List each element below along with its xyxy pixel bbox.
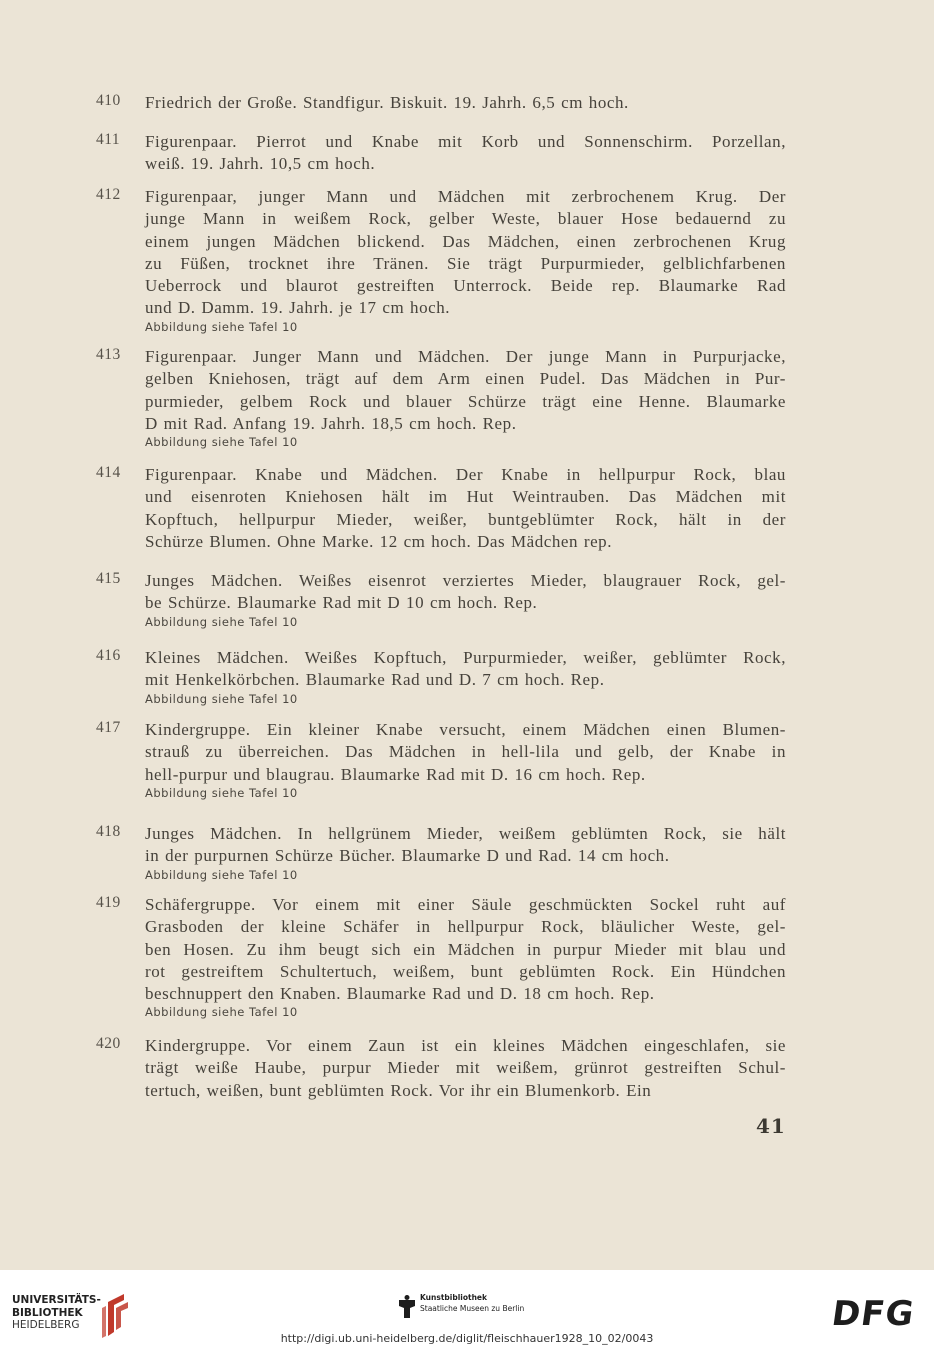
entry-line: Grasboden der kleine Schäfer in hellpurpur Rock, bläulicher Weste, gel- <box>145 917 786 937</box>
entry-line: Figurenpaar. Junger Mann und Mädchen. Der junge Mann in Purpurjacke, <box>145 347 786 366</box>
entry-line: Junges Mädchen. In hellgrünem Mieder, weißem geblümten Rock, sie hält <box>145 824 786 843</box>
plate-reference: Abbildung siehe Tafel 10 <box>145 785 298 800</box>
catalog-entry <box>96 570 786 630</box>
catalog-entry <box>96 823 786 883</box>
ub-line-2: BIBLIOTHEK <box>12 1306 83 1319</box>
entry-number: 419 <box>96 894 121 911</box>
catalog-entry <box>96 186 786 335</box>
ub-heidelberg-wordmark <box>12 1294 101 1332</box>
entry-description <box>145 346 786 435</box>
ub-line-1: UNIVERSITÄTS- <box>12 1294 101 1306</box>
entry-line: be Schürze. Blaumarke Rad mit D 10 cm hoch. Rep. <box>145 593 538 613</box>
entry-description <box>145 647 786 692</box>
entry-line: Figurenpaar, junger Mann und Mädchen mit zerbrochenem Krug. Der <box>145 187 786 206</box>
entry-number: 416 <box>96 647 121 664</box>
entry-description <box>145 186 786 320</box>
permalink-url[interactable]: http://digi.ub.uni-heidelberg.de/diglit/fleischhauer1928_10_02/0043 <box>280 1332 654 1345</box>
entry-line: Friedrich der Große. Standfigur. Biskuit. 19. Jahrh. 6,5 cm hoch. <box>145 93 629 112</box>
entry-line: purmieder, gelbem Rock und blauer Schürze trägt eine Henne. Blaumarke <box>145 391 786 411</box>
entry-line: rot gestreiftem Schultertuch, weißem, bunt geblümten Rock. Ein Hündchen <box>145 961 786 981</box>
entry-line: Schäfergruppe. Vor einem mit einer Säule geschmückten Sockel ruht auf <box>145 895 786 914</box>
kb-line-2: Staatliche Museen zu Berlin <box>420 1304 525 1313</box>
entry-line: gelben Kniehosen, trägt auf dem Arm einen Pudel. Das Mädchen in Pur- <box>145 369 786 389</box>
entry-line: in der purpurnen Schürze Bücher. Blaumarke D und Rad. 14 cm hoch. <box>145 846 670 866</box>
entry-description <box>145 464 786 553</box>
entry-line: Kindergruppe. Vor einem Zaun ist ein kleines Mädchen eingeschlafen, sie <box>145 1036 786 1055</box>
entry-line: Junges Mädchen. Weißes eisenrot verziertes Mieder, blaugrauer Rock, gel- <box>145 571 786 590</box>
ub-line-3: HEIDELBERG <box>12 1319 80 1331</box>
entry-line: Figurenpaar. Knabe und Mädchen. Der Knabe in hellpurpur Rock, blau <box>145 465 786 484</box>
plate-reference: Abbildung siehe Tafel 10 <box>145 867 298 882</box>
page-number: 41 <box>756 1114 786 1138</box>
entry-line: ben Hosen. Zu ihm beugt sich ein Mädchen in purpur Mieder mit blau und <box>145 939 786 959</box>
entry-number: 417 <box>96 719 121 736</box>
entry-line: Kindergruppe. Ein kleiner Knabe versucht, einem Mädchen einen Blumen- <box>145 720 786 739</box>
entry-description <box>145 570 786 615</box>
entry-line: Kopftuch, hellpurpur Mieder, weißer, buntgeblümter Rock, hält in der <box>145 509 786 529</box>
entry-line: Figurenpaar. Pierrot und Knabe mit Korb und Sonnenschirm. Porzellan, <box>145 132 786 151</box>
entry-line: strauß zu überreichen. Das Mädchen in hell-lila und gelb, der Knabe in <box>145 742 786 762</box>
catalog-entry <box>96 647 786 707</box>
entry-line: und D. Damm. 19. Jahrh. je 17 cm hoch. <box>145 298 451 318</box>
entry-description <box>145 894 786 1005</box>
entry-line: und eisenroten Kniehosen hält im Hut Weintrauben. Das Mädchen mit <box>145 487 786 507</box>
entry-line: Kleines Mädchen. Weißes Kopftuch, Purpurmieder, weißer, geblümter Rock, <box>145 648 786 667</box>
entry-number: 411 <box>96 131 121 148</box>
footer-bar <box>0 1270 934 1348</box>
entry-description <box>145 131 786 176</box>
kunstbibliothek-wordmark <box>420 1292 524 1314</box>
plate-reference: Abbildung siehe Tafel 10 <box>145 691 298 706</box>
entry-line: tertuch, weißen, bunt geblümten Rock. Vor ihr ein Blumenkorb. Ein <box>145 1080 652 1100</box>
entry-number: 418 <box>96 823 121 840</box>
entry-number: 413 <box>96 346 121 363</box>
catalog-entry <box>96 894 786 1020</box>
plate-reference: Abbildung siehe Tafel 10 <box>145 614 298 629</box>
entry-description <box>145 719 786 786</box>
catalog-entry <box>96 131 786 176</box>
entry-line: mit Henkelkörbchen. Blaumarke Rad und D. 7 cm hoch. Rep. <box>145 670 605 690</box>
catalog-entry <box>96 1035 786 1102</box>
entry-line: einem jungen Mädchen blickend. Das Mädchen, einen zerbrochenen Krug <box>145 231 786 251</box>
entry-number: 415 <box>96 570 121 587</box>
entry-description <box>145 92 786 114</box>
kunstbibliothek-logo[interactable] <box>398 1290 548 1326</box>
entry-line: beschnuppert den Knaben. Blaumarke Rad und D. 18 cm hoch. Rep. <box>145 984 655 1004</box>
entry-number: 410 <box>96 92 121 109</box>
catalog-entry <box>96 92 786 114</box>
plate-reference: Abbildung siehe Tafel 10 <box>145 319 298 334</box>
entry-line: trägt weiße Haube, purpur Mieder mit weißem, grünrot gestreiften Schul- <box>145 1058 786 1078</box>
entry-number: 420 <box>96 1035 121 1052</box>
plate-reference: Abbildung siehe Tafel 10 <box>145 1005 298 1020</box>
entry-line: Schürze Blumen. Ohne Marke. 12 cm hoch. Das Mädchen rep. <box>145 531 613 551</box>
entry-line: zu Füßen, trocknet ihre Tränen. Sie trägt Purpurmieder, gelblichfarbenen <box>145 253 786 273</box>
entry-number: 412 <box>96 186 121 203</box>
catalog-entry <box>96 346 786 450</box>
kunstbibliothek-eagle-icon <box>398 1294 416 1320</box>
entry-line: D mit Rad. Anfang 19. Jahrh. 18,5 cm hoch. Rep. <box>145 413 517 433</box>
catalog-entry <box>96 464 786 553</box>
dfg-logo[interactable]: DFG <box>829 1294 918 1334</box>
plate-reference: Abbildung siehe Tafel 10 <box>145 435 298 450</box>
entry-description <box>145 823 786 868</box>
entry-number: 414 <box>96 464 121 481</box>
catalog-entry <box>96 719 786 801</box>
kb-line-1: Kunstbibliothek <box>420 1293 488 1302</box>
entry-description <box>145 1035 786 1102</box>
entry-line: junge Mann in weißem Rock, gelber Weste, blauer Hose bedauernd zu <box>145 209 786 229</box>
entry-line: hell-purpur und blaugrau. Blaumarke Rad mit D. 16 cm hoch. Rep. <box>145 764 646 784</box>
entry-line: weiß. 19. Jahrh. 10,5 cm hoch. <box>145 154 376 174</box>
entry-line: Ueberrock und blaurot gestreiften Unterrock. Beide rep. Blaumarke Rad <box>145 276 786 296</box>
